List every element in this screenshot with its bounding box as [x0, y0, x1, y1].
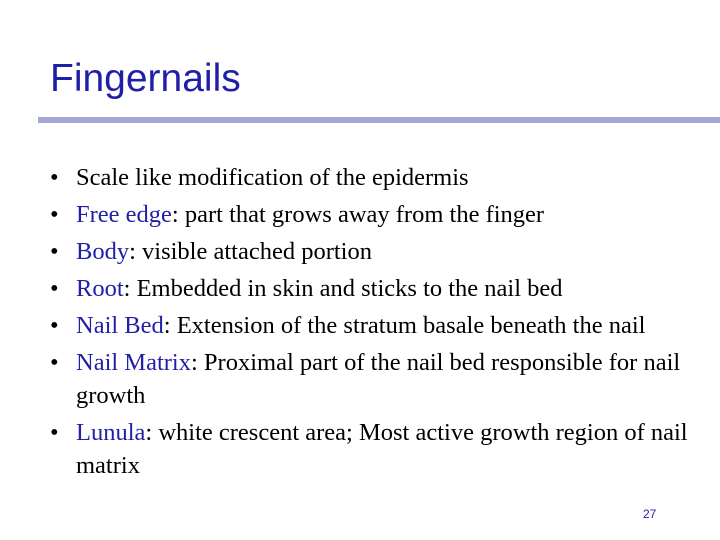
bullet-marker: • — [50, 419, 59, 446]
bullet-text: : white crescent area; Most active growth region of nail matrix — [76, 419, 688, 479]
bullet-text: : Proximal part of the nail bed responsible for nail growth — [76, 349, 681, 409]
bullet-marker: • — [50, 164, 59, 191]
bullet-marker: • — [50, 349, 59, 376]
bullet-item — [50, 272, 700, 305]
bullet-item — [50, 198, 700, 231]
bullet-text: : part that grows away from the finger — [171, 201, 545, 228]
page-number: 27 — [643, 507, 657, 521]
bullet-term: Free edge — [76, 201, 172, 228]
bullet-marker: • — [50, 238, 59, 265]
bullet-item — [50, 416, 700, 482]
bullet-text: Scale like modification of the epidermis — [76, 164, 469, 191]
bullet-term: Root — [76, 275, 124, 302]
title-divider — [38, 117, 720, 123]
bullet-term: Nail Bed — [76, 312, 164, 339]
bullet-marker: • — [50, 201, 59, 228]
bullet-text: : visible attached portion — [129, 238, 372, 265]
slide-title: Fingernails — [50, 57, 241, 100]
bullet-term: Body — [76, 238, 130, 265]
bullet-marker: • — [50, 312, 59, 339]
bullet-item — [50, 235, 700, 268]
bullet-text: : Embedded in skin and sticks to the nail bed — [123, 275, 563, 302]
bullet-item — [50, 346, 700, 412]
bullet-item — [50, 161, 700, 194]
bullet-list — [50, 161, 700, 486]
bullet-text: : Extension of the stratum basale beneath the nail — [163, 312, 646, 339]
bullet-marker: • — [50, 275, 59, 302]
bullet-term: Lunula — [76, 419, 146, 446]
bullet-item — [50, 309, 700, 342]
bullet-term: Nail Matrix — [76, 349, 191, 376]
